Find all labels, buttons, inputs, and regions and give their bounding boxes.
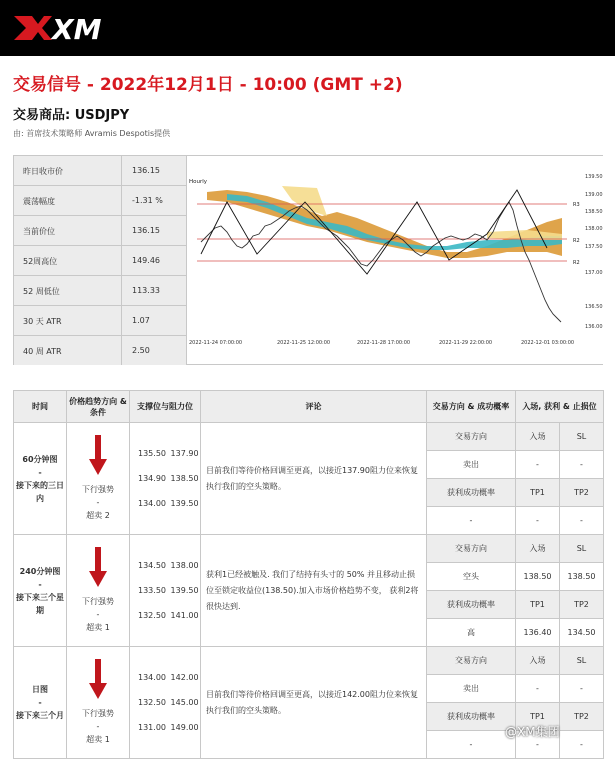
timeframe-name: 60分钟图 <box>22 454 58 464</box>
header-timeframe: 时间 <box>14 391 67 423</box>
timeframe-name: 日图 <box>32 685 48 694</box>
table-row <box>14 647 604 675</box>
comment-cell: 获利1已经被触及. 我们了结持有头寸的 50% 并且移动止损位至锁定收益位(138.50).加入市场价格趋势不变， 获利2将很快达到. <box>201 535 427 647</box>
tp1-value: - <box>516 507 560 535</box>
level-label-r2: R2 <box>573 260 580 266</box>
stat-row <box>14 246 186 276</box>
stat-label: 震荡幅度 <box>14 186 122 215</box>
trend-condition: 超卖 1 <box>86 735 110 744</box>
level-pair <box>138 441 200 466</box>
resistance-level: 141.00 <box>170 611 199 620</box>
support-level: 135.50 <box>138 449 166 458</box>
table-header-row <box>14 391 604 423</box>
tp1-header: TP1 <box>516 703 560 731</box>
direction-value: 空头 <box>427 563 516 591</box>
direction-header: 交易方向 <box>427 647 516 675</box>
signal-table <box>13 390 604 759</box>
stat-row <box>14 216 186 246</box>
resistance-level: 142.00 <box>170 673 199 682</box>
timeframe-horizon: 接下来三个星期 <box>16 592 64 615</box>
y-tick: 137.50 <box>585 244 603 250</box>
support-level: 132.50 <box>138 698 166 707</box>
direction-header: 交易方向 <box>427 535 516 563</box>
trend-cell <box>67 647 130 759</box>
sl-value: 138.50 <box>560 563 604 591</box>
timeframe-dash: - <box>38 467 42 477</box>
stat-row <box>14 186 186 216</box>
stat-value: 113.33 <box>122 276 186 305</box>
sl-header: SL <box>560 423 604 451</box>
x-tick: 2022-11-24 07:00:00 <box>189 340 243 346</box>
trend-label: 下行强势 <box>82 709 114 718</box>
y-tick: 136.00 <box>585 324 603 330</box>
entry-value: - <box>516 451 560 479</box>
tp2-header: TP2 <box>560 591 604 619</box>
probability-header: 获利成功概率 <box>427 591 516 619</box>
y-tick: 139.00 <box>585 192 603 198</box>
support-level: 134.90 <box>138 474 166 483</box>
entry-header: 入场 <box>516 535 560 563</box>
level-pair <box>138 715 200 740</box>
levels-cell <box>130 535 201 647</box>
brand-text: XM <box>52 13 102 46</box>
timeframe-dash: - <box>38 698 42 707</box>
header-entry: 入场, 获利 & 止损位 <box>516 391 604 423</box>
resistance-level: 139.50 <box>170 586 199 595</box>
support-level: 134.00 <box>138 673 166 682</box>
trend-dash: - <box>96 498 100 507</box>
sl-header: SL <box>560 647 604 675</box>
down-arrow-icon <box>89 547 107 587</box>
trend-cell <box>67 423 130 535</box>
stat-label: 30 天 ATR <box>14 306 122 335</box>
tp1-header: TP1 <box>516 479 560 507</box>
tp1-header: TP1 <box>516 591 560 619</box>
stat-value: 2.50 <box>122 336 186 365</box>
level-pair <box>138 690 200 715</box>
price-summary-panel <box>13 155 603 365</box>
resistance-level: 145.00 <box>170 698 199 707</box>
trend-dash: - <box>96 722 100 731</box>
header-comment: 评论 <box>201 391 427 423</box>
tp1-value: - <box>516 731 560 759</box>
probability-value: - <box>427 507 516 535</box>
author-credit: 由: 首席技术策略师 Avramis Despotis提供 <box>13 129 171 138</box>
tp2-value: - <box>560 731 604 759</box>
resistance-level: 137.90 <box>170 449 199 458</box>
header-direction: 交易方向 & 成功概率 <box>427 391 516 423</box>
x-tick: 2022-11-28 17:00:00 <box>357 340 411 346</box>
level-label-r3: R3 <box>573 202 580 208</box>
price-chart <box>187 156 603 364</box>
stat-label: 昨日收市价 <box>14 156 122 185</box>
entry-header: 入场 <box>516 423 560 451</box>
timeframe-cell <box>14 647 67 759</box>
probability-header: 获利成功概率 <box>427 479 516 507</box>
header-trend: 价格趋势方向 & 条件 <box>67 391 130 423</box>
xm-logo <box>12 10 132 46</box>
stat-row <box>14 336 186 365</box>
trend-condition: 超卖 1 <box>86 623 110 632</box>
stat-label: 40 周 ATR <box>14 336 122 365</box>
x-tick: 2022-12-01 03:00:00 <box>521 340 575 346</box>
resistance-level: 138.00 <box>170 561 199 570</box>
stat-value: 136.15 <box>122 156 186 185</box>
probability-value: - <box>427 731 516 759</box>
table-row <box>14 423 604 451</box>
timeframe-name: 240分钟图 <box>19 566 61 576</box>
x-tick: 2022-11-29 22:00:00 <box>439 340 493 346</box>
chart-timeframe-label: Hourly <box>189 179 208 185</box>
watermark: @XM集团 <box>505 725 560 739</box>
product-name: 交易商品: USDJPY <box>13 108 130 123</box>
level-pair <box>138 553 200 578</box>
sl-value: - <box>560 675 604 703</box>
stat-label: 当前价位 <box>14 216 122 245</box>
timeframe-cell <box>14 535 67 647</box>
trend-condition: 超卖 2 <box>86 511 110 520</box>
support-level: 134.00 <box>138 499 166 508</box>
trend-cell <box>67 535 130 647</box>
level-pair <box>138 491 200 516</box>
tp2-header: TP2 <box>560 479 604 507</box>
timeframe-horizon: 接下来的三日内 <box>16 480 64 503</box>
support-level: 134.50 <box>138 561 166 570</box>
level-pair <box>138 603 200 628</box>
comment-cell: 目前我们等待价格回调至更高，以接近142.00阻力位来恢复执行我们的空头策略。 <box>201 647 427 759</box>
support-level: 131.00 <box>138 723 166 732</box>
y-tick: 138.50 <box>585 209 603 215</box>
header-levels: 支撑位与阻力位 <box>130 391 201 423</box>
stat-value: 149.46 <box>122 246 186 275</box>
x-tick: 2022-11-25 12:00:00 <box>277 340 331 346</box>
trend-dash: - <box>96 610 100 619</box>
top-bar <box>0 0 615 56</box>
y-tick: 136.50 <box>585 304 603 310</box>
levels-cell <box>130 647 201 759</box>
trend-label: 下行强势 <box>82 597 114 606</box>
stat-label: 52 周低位 <box>14 276 122 305</box>
down-arrow-icon <box>89 435 107 475</box>
stat-value: 136.15 <box>122 216 186 245</box>
probability-value: 高 <box>427 619 516 647</box>
stat-label: 52周高位 <box>14 246 122 275</box>
direction-value: 卖出 <box>427 675 516 703</box>
sl-value: - <box>560 451 604 479</box>
direction-header: 交易方向 <box>427 423 516 451</box>
y-tick: 138.00 <box>585 226 603 232</box>
entry-header: 入场 <box>516 647 560 675</box>
y-tick: 137.00 <box>585 270 603 276</box>
levels-cell <box>130 423 201 535</box>
stat-value: -1.31 % <box>122 186 186 215</box>
page-title: 交易信号 - 2022年12月1日 - 10:00 (GMT +2) <box>13 75 403 95</box>
tp2-value: - <box>560 507 604 535</box>
trend-label: 下行强势 <box>82 485 114 494</box>
stat-row <box>14 156 186 186</box>
resistance-level: 138.50 <box>170 474 199 483</box>
level-pair <box>138 578 200 603</box>
probability-header: 获利成功概率 <box>427 703 516 731</box>
tp1-value: 136.40 <box>516 619 560 647</box>
support-level: 132.50 <box>138 611 166 620</box>
timeframe-cell <box>14 423 67 535</box>
entry-value: 138.50 <box>516 563 560 591</box>
level-pair <box>138 466 200 491</box>
support-level: 133.50 <box>138 586 166 595</box>
resistance-level: 149.00 <box>170 723 199 732</box>
direction-value: 卖出 <box>427 451 516 479</box>
timeframe-horizon: 接下来三个月 <box>16 711 64 720</box>
table-row <box>14 535 604 563</box>
sl-header: SL <box>560 535 604 563</box>
y-tick: 139.50 <box>585 174 603 180</box>
tp2-value: 134.50 <box>560 619 604 647</box>
resistance-level: 139.50 <box>170 499 199 508</box>
stat-value: 1.07 <box>122 306 186 335</box>
level-pair <box>138 665 200 690</box>
comment-cell: 目前我们等待价格回调至更高，以接近137.90阻力位来恢复执行我们的空头策略。 <box>201 423 427 535</box>
timeframe-dash: - <box>38 579 42 589</box>
stat-row <box>14 306 186 336</box>
stat-row <box>14 276 186 306</box>
entry-value: - <box>516 675 560 703</box>
down-arrow-icon <box>89 659 107 699</box>
tp2-header: TP2 <box>560 703 604 731</box>
level-label-r2: R2 <box>573 238 580 244</box>
